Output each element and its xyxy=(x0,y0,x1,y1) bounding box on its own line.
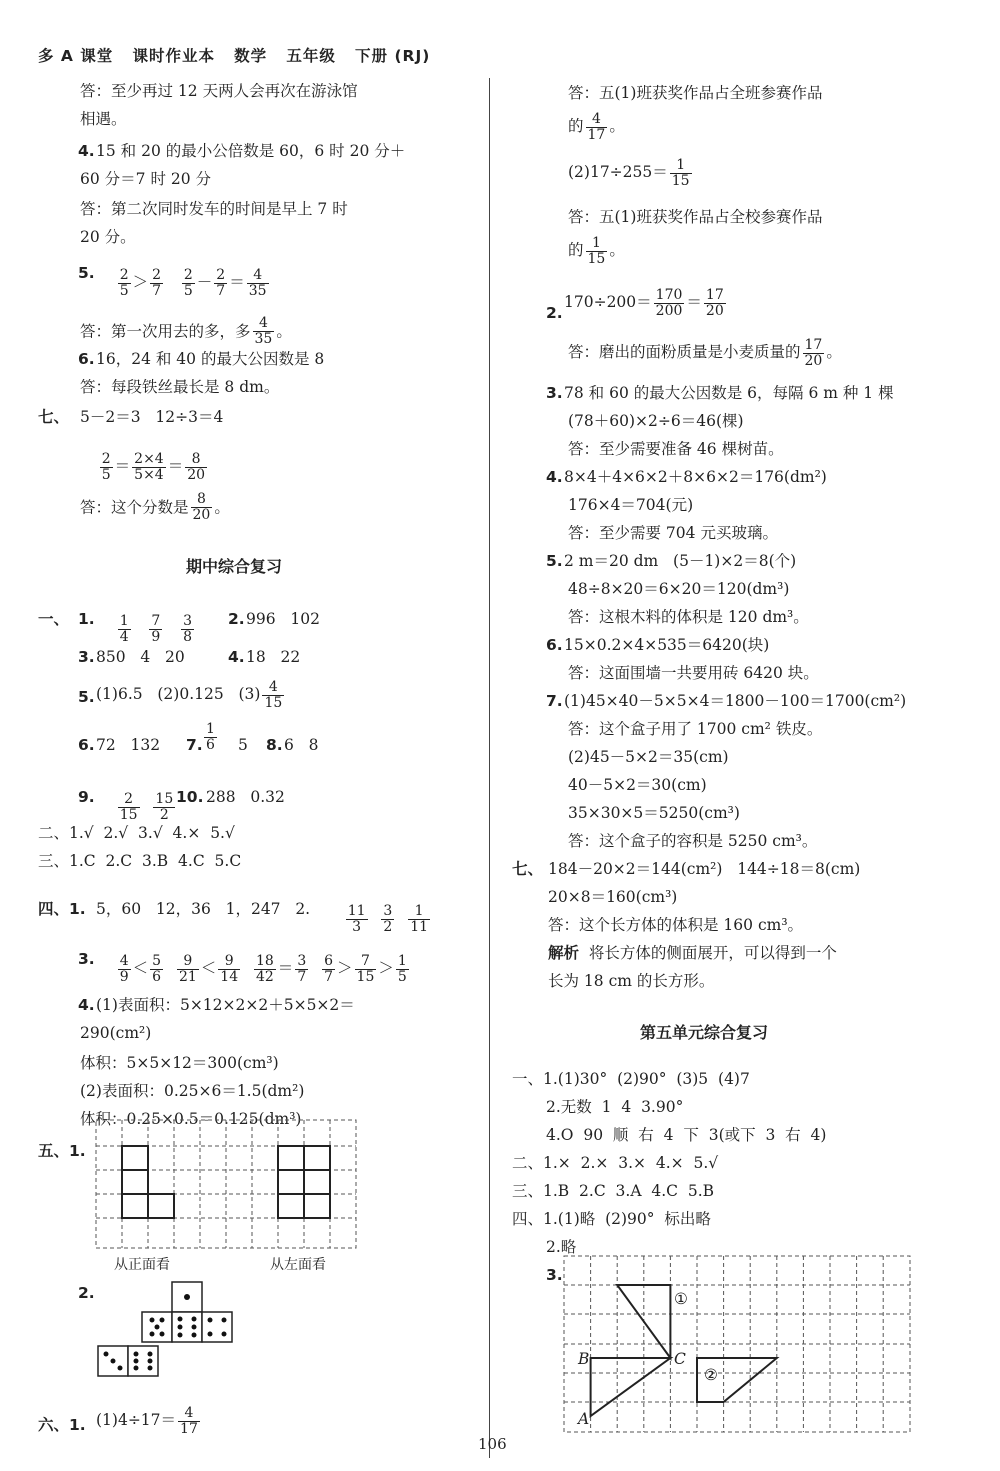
shape-label: ② xyxy=(704,1366,718,1384)
solution-text: 体积：0.25×0.5＝0.125(dm³) xyxy=(80,1110,302,1128)
answer-text: 答：这根木料的体积是 120 dm³。 xyxy=(568,608,809,626)
solution-text: 60 分＝7 时 20 分 xyxy=(80,170,212,188)
answer-text: 答：至少需要 704 元买玻璃。 xyxy=(568,524,778,542)
answer-row: 二、1.√ 2.√ 3.√ 4.× 5.√ xyxy=(38,824,235,842)
item-number: 4. xyxy=(546,468,563,486)
item-number: 6. xyxy=(78,350,95,368)
analysis-text: 长为 18 cm 的长方形。 xyxy=(548,972,715,990)
solution-text: 20×8＝160(cm³) xyxy=(548,888,678,906)
solution-text: 40－5×2＝30(cm) xyxy=(568,776,707,794)
item-number: 3. xyxy=(78,950,95,968)
answer-text: 答：这面围墙一共要用砖 6420 块。 xyxy=(568,664,819,682)
answer-text: 答：第二次同时发车的时间是早上 7 时 xyxy=(80,200,348,218)
item-number: 2. xyxy=(546,304,563,322)
answer-text: 答：这个分数是 $\frac{8}{20}$ 。 xyxy=(80,491,230,523)
answer-text: 答：每段铁丝最长是 8 dm。 xyxy=(80,378,280,396)
section-title: 期中综合复习 xyxy=(186,557,283,576)
answer-text: 答：这个盒子用了 1700 cm² 铁皮。 xyxy=(568,720,823,738)
solution-text: 170÷200＝ $\frac{170}{200}$ ＝ $\frac{17}{20}$ xyxy=(564,287,724,319)
answer-row: 四、1.(1)略 (2)90° 标出略 xyxy=(512,1210,711,1228)
answer-text: 答：至少需要准备 46 棵树苗。 xyxy=(568,440,784,458)
solution-text: (2)17÷255＝ $\frac{1}{15}$ xyxy=(568,157,690,189)
solution-text: 290(cm²) xyxy=(80,1024,152,1042)
answer-text: 答：这个长方体的体积是 160 cm³。 xyxy=(548,916,804,934)
answer-label: (1)6.5 (2)0.125 (3) xyxy=(96,685,261,704)
solution-text: 2 m＝20 dm (5－1)×2＝8(个) xyxy=(564,552,797,570)
front-view-shape xyxy=(122,1146,174,1218)
answer-row: 4.O 90 顺 右 4 下 3(或下 3 右 4) xyxy=(546,1126,827,1144)
analysis-text xyxy=(548,942,837,964)
item-number: 5. xyxy=(78,264,95,282)
page-header: 多 A 课堂 课时作业本 数学 五年级 下册 (RJ) xyxy=(38,47,431,65)
answer-values: 850 4 20 xyxy=(96,648,185,666)
section-number: 四、1. xyxy=(38,900,86,918)
answer-row: 三、1.B 2.C 3.A 4.C 5.B xyxy=(512,1182,715,1200)
item-number: 7. xyxy=(546,692,563,710)
solution-label: (2)17÷255＝ xyxy=(568,163,668,182)
solution-text: 体积：5×5×12＝300(cm³) xyxy=(80,1054,279,1072)
item-number: 6. xyxy=(78,736,95,754)
solution-text: 48÷8×20＝6×20＝120(dm³) xyxy=(568,580,790,598)
answer-values: 996 102 xyxy=(246,610,320,628)
views-grid-figure xyxy=(96,1120,358,1250)
fraction-answer: $\frac{1}{6}$ xyxy=(206,721,215,753)
figure-caption: 从左面看 xyxy=(270,1257,326,1273)
solution-text: 15 和 20 的最小公倍数是 60，6 时 20 分＋ xyxy=(96,142,406,160)
triangle-rotated xyxy=(591,1358,671,1416)
answer-label: 答：第一次用去的多，多 xyxy=(80,322,251,341)
answer-row: 二、1.× 2.× 3.× 4.× 5.√ xyxy=(512,1154,719,1172)
item-number: 5. xyxy=(546,552,563,570)
solution-text: 5－2＝3 12÷3＝4 xyxy=(80,408,224,426)
item-number: 4. xyxy=(78,142,95,160)
answer-label: 的 xyxy=(568,117,584,136)
solution-text: (78＋60)×2÷6＝46(棵) xyxy=(568,412,744,430)
answer-text: 答：这个盒子的容积是 5250 cm³。 xyxy=(568,832,818,850)
answer-label: 答：这个分数是 xyxy=(80,498,189,517)
page-number: 106 xyxy=(478,1435,507,1453)
item-number: 3. xyxy=(78,648,95,666)
figure-caption: 从正面看 xyxy=(114,1257,170,1273)
point-label: C xyxy=(674,1350,686,1368)
section-number: 六、1. xyxy=(38,1416,86,1434)
solution-text: 16，24 和 40 的最大公因数是 8 xyxy=(96,350,325,368)
answer-label: 答：磨出的面粉质量是小麦质量的 xyxy=(568,343,801,362)
cube-net-figure xyxy=(96,1280,256,1392)
solution-text: (1)4÷17＝ $\frac{4}{17}$ xyxy=(96,1405,198,1437)
answer-values: 6 8 xyxy=(284,736,319,754)
solution-label: (1)4÷17＝ xyxy=(96,1411,177,1430)
item-number: 9. xyxy=(78,788,95,806)
point-label: B xyxy=(578,1350,590,1368)
answer-row: 三、1.C 2.C 3.B 4.C 5.C xyxy=(38,852,242,870)
fraction-list: $\frac{1}{4}$ $\frac{7}{9}$ $\frac{3}{8}$ xyxy=(119,613,193,645)
item-number: 2. xyxy=(228,610,245,628)
left-view-shape xyxy=(278,1146,330,1218)
fraction-comparison: $\frac{4}{9}$ ＜ $\frac{5}{6}$ $\frac{9}{21}$ ＜ $\frac{9}{14}$ $\frac{18}{42}$ ＝ $\frac{3}{7}$ $\frac{6}{7}$ ＞ $\frac{7}{15}$ ＞ $\frac{1}{5}$ xyxy=(119,953,407,985)
item-number: 7. xyxy=(186,736,203,754)
section-number: 七、 xyxy=(512,860,544,878)
answer-values: 72 132 xyxy=(96,736,161,754)
section-title: 第五单元综合复习 xyxy=(640,1023,769,1042)
solution-text: 176×4＝704(元) xyxy=(568,496,694,514)
solution-text: 184－20×2＝144(cm²) 144÷18＝8(cm) xyxy=(548,860,861,878)
answer-row: 一、1.(1)30° (2)90° (3)5 (4)7 xyxy=(512,1070,750,1088)
answer-text: 答：五(1)班获奖作品占全校参赛作品 xyxy=(568,208,823,226)
point-label: A xyxy=(578,1410,590,1428)
solution-text: 8×4＋4×6×2＋8×6×2＝176(dm²) xyxy=(564,468,827,486)
answer-label: 的 xyxy=(568,241,584,260)
answer-values: 5 xyxy=(238,736,248,754)
section-number: 五、1. xyxy=(38,1142,86,1160)
rotation-grid-figure xyxy=(564,1256,914,1436)
answer-row: 2.无数 1 4 3.90° xyxy=(546,1098,684,1116)
solution-text: 35×30×5＝5250(cm³) xyxy=(568,804,740,822)
column-divider xyxy=(489,78,490,1458)
item-number: 5. xyxy=(78,688,95,706)
answer-values: 5，60 12，36 1，247 2. xyxy=(96,900,311,918)
section-number: 七、 xyxy=(38,408,70,426)
fraction-expression: $\frac{2}{5}$ ＞ $\frac{2}{7}$ $\frac{2}{5}$ － $\frac{2}{7}$ ＝ $\frac{4}{35}$ xyxy=(119,267,267,299)
analysis-label: 解析 xyxy=(548,944,580,962)
answer-text: 答：磨出的面粉质量是小麦质量的 $\frac{17}{20}$ 。 xyxy=(568,337,842,369)
analysis-body: 将长方体的侧面展开，可以得到一个 xyxy=(579,944,837,962)
section-number: 一、 xyxy=(38,610,70,628)
solution-text: (1)45×40－5×5×4＝1800－100＝1700(cm²) xyxy=(564,692,907,710)
answer-text: 答：五(1)班获奖作品占全班参赛作品 xyxy=(568,84,823,102)
shape-label: ① xyxy=(674,1290,688,1308)
answer-values: (1)6.5 (2)0.125 (3) $\frac{4}{15}$ xyxy=(96,679,283,711)
item-number: 8. xyxy=(266,736,283,754)
solution-label: 170÷200＝ xyxy=(564,293,652,312)
solution-text: (2)表面积：0.25×6＝1.5(dm²) xyxy=(80,1082,305,1100)
answer-text: 相遇。 xyxy=(80,110,127,128)
item-number: 6. xyxy=(546,636,563,654)
answer-text: 答：第一次用去的多，多 $\frac{4}{35}$ 。 xyxy=(80,315,292,347)
item-number: 4. xyxy=(228,648,245,666)
answer-row: 2.略 xyxy=(546,1238,577,1256)
answer-text: 的 $\frac{4}{17}$ 。 xyxy=(568,111,625,143)
solution-text: (1)表面积：5×12×2×2＋5×5×2＝ xyxy=(96,996,355,1014)
answer-text: 20 分。 xyxy=(80,228,136,246)
solution-text: 15×0.2×4×535＝6420(块) xyxy=(564,636,770,654)
item-number: 2. xyxy=(78,1284,95,1302)
answer-values: 18 22 xyxy=(246,648,301,666)
answer-values: 288 0.32 xyxy=(206,788,285,806)
solution-text: 78 和 60 的最大公因数是 6，每隔 6 m 种 1 棵 xyxy=(564,384,894,402)
solution-text: (2)45－5×2＝35(cm) xyxy=(568,748,729,766)
item-number: 4. xyxy=(78,996,95,1014)
answer-text: 的 $\frac{1}{15}$ 。 xyxy=(568,235,625,267)
item-number: 3. xyxy=(546,384,563,402)
item-number: 1. xyxy=(78,610,95,628)
item-number: 10. xyxy=(176,788,204,806)
answer-text: 答：至少再过 12 天两人会再次在游泳馆 xyxy=(80,82,358,100)
item-number: 3. xyxy=(546,1266,563,1284)
fraction-answer: $\frac{2}{15}$ $\frac{15}{2}$ xyxy=(119,791,174,823)
fraction-list: $\frac{11}{3}$ $\frac{3}{2}$ $\frac{1}{11}$ xyxy=(347,903,429,935)
fraction-expression: $\frac{2}{5}$ ＝ $\frac{2\times 4}{5\times 4}$ ＝ $\frac{8}{20}$ xyxy=(101,451,206,483)
